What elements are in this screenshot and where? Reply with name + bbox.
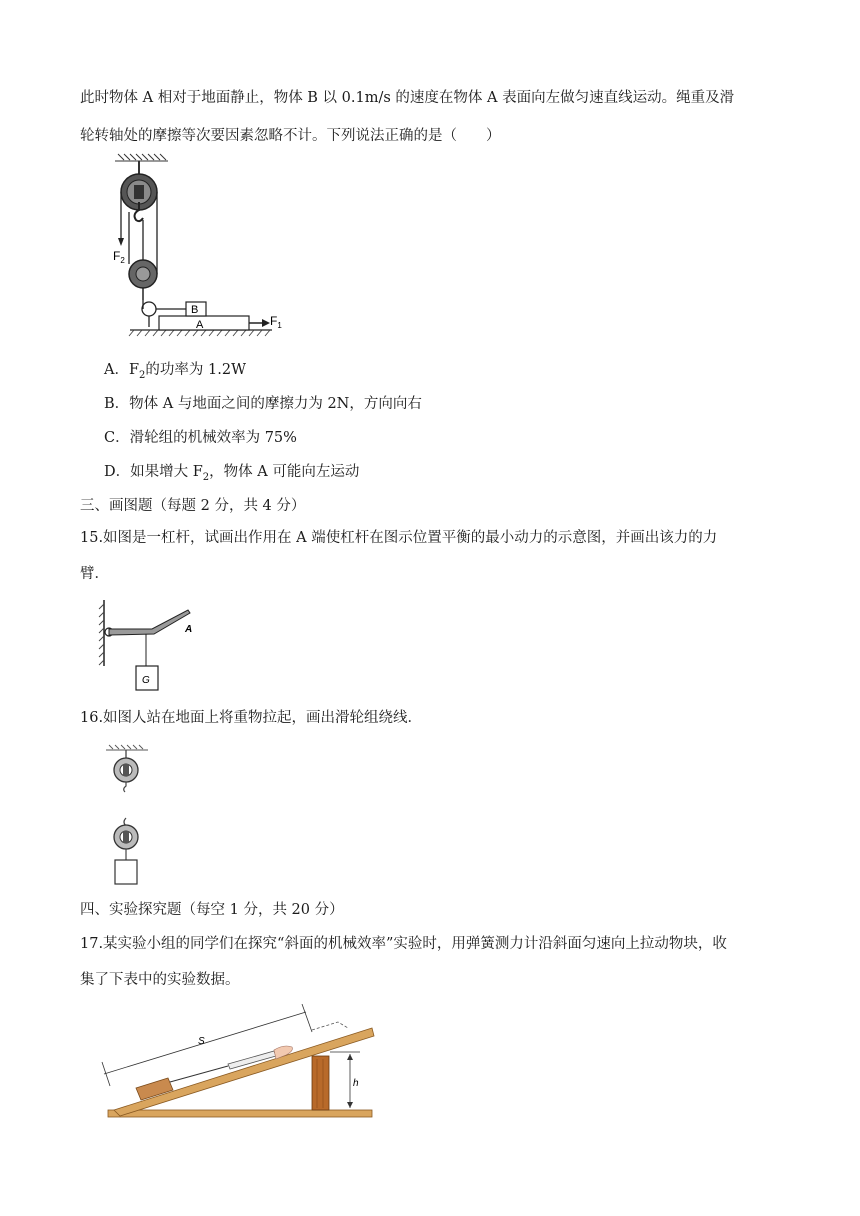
q16-text-line1: 16.如图人站在地面上将重物拉起，画出滑轮组绕线．: [80, 710, 423, 726]
q16-pulley-figure: [100, 742, 160, 890]
section4-title: 四、实验探究题（每空 1 分，共 20 分）: [80, 902, 344, 918]
label-b: B: [191, 304, 199, 316]
block-a: [159, 316, 249, 330]
fixed-pulley: [114, 758, 138, 792]
q14-option-b[interactable]: B．物体 A 与地面之间的摩擦力为 2N，方向向右: [104, 396, 422, 412]
q14-option-c[interactable]: C．滑轮组的机械效率为 75%: [104, 430, 297, 446]
q17-text-line2: 集了下表中的实验数据。: [80, 972, 240, 988]
q14-option-a[interactable]: A．$F_2$的功率为 1.2W: [104, 362, 246, 381]
q14-text-line1: 此时物体 A 相对于地面静止，物体 B 以 0.1m/s 的速度在物体 A 表面向左做匀速直线运动。绳重及滑: [80, 90, 735, 106]
label-f2: $F_2$: [113, 249, 125, 265]
q14-pulley-figure: [110, 152, 290, 342]
label-a: A: [185, 624, 193, 635]
label-g: G: [142, 675, 150, 686]
q14-option-d[interactable]: D．如果增大 $F_2$，物体 A 可能向左运动: [104, 464, 360, 483]
wooden-support: [312, 1056, 329, 1110]
ceiling-hatch: [115, 154, 168, 161]
label-f1: $F_1$: [270, 314, 282, 330]
q14-text-line2: 轮转轴处的摩擦等次要因素忽略不计。下列说法正确的是（ ）: [80, 128, 501, 144]
inclined-plane: [114, 1028, 374, 1116]
label-h: h: [353, 1078, 359, 1089]
movable-pulley: [129, 220, 157, 300]
weight-block: [115, 860, 137, 884]
q15-text-line2: 臂．: [80, 566, 109, 582]
q17-incline-figure: [98, 1004, 378, 1122]
q15-lever-figure: [98, 598, 208, 698]
label-s: S: [198, 1036, 205, 1047]
section3-title: 三、画图题（每题 2 分，共 4 分）: [80, 498, 306, 514]
label-a: A: [196, 319, 204, 331]
movable-pulley: [114, 818, 138, 860]
q17-text-line1: 17.某实验小组的同学们在探究“斜面的机械效率”实验时，用弹簧测力计沿斜面匀速向上拉动物块，收: [80, 936, 727, 952]
fixed-pulley: [121, 174, 157, 221]
q15-text-line1: 15.如图是一杠杆，试画出作用在 A 端使杠杆在图示位置平衡的最小动力的示意图，并画出该力的力: [80, 530, 718, 546]
